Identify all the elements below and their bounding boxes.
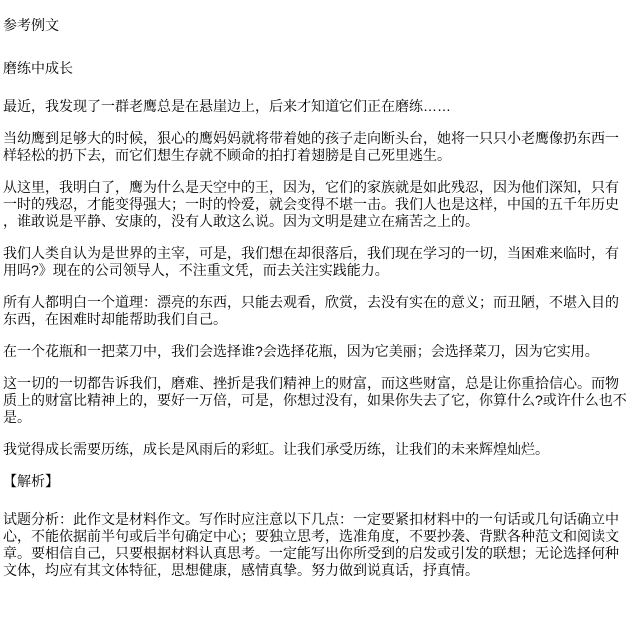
essay-paragraph-8: 我觉得成长需要历练，成长是风雨后的彩虹。让我们承受历练，让我们的未来辉煌灿烂。 <box>3 441 549 457</box>
essay-paragraph-6: 在一个花瓶和一把菜刀中，我们会选择谁?会选择花瓶，因为它美丽；会选择菜刀，因为它实用。 <box>3 343 599 359</box>
essay-paragraph-7: 这一切的一切都告诉我们，磨难、挫折是我们精神上的财富，而这些财富，总是让你重拾信心。而物质上的财富比精神上的，要好一万倍，可是，你想过没有，如果你失去了它，你算什么?或许什么也不是。 <box>3 375 627 425</box>
essay-paragraph-2: 当幼鹰到足够大的时候，狠心的鹰妈妈就将带着她的孩子走向断头台，她将一只只小老鹰像扔东西一样轻松的扔下去，而它们想生存就不顾命的拍打着翅膀是自己死里逃生。 <box>3 130 619 163</box>
essay-paragraph-1: 最近，我发现了一群老鹰总是在悬崖边上，后来才知道它们正在磨练…… <box>3 98 451 114</box>
essay-paragraph-3: 从这里，我明白了，鹰为什么是天空中的王，因为，它们的家族就是如此残忍，因为他们深知，只有一时的残忍，才能变得强大；一时的怜爱，就会变得不堪一击。我们人也是这样，中国的五千年历史，谁敢说是平静、安康的，没有人敢这么说。因为文明是建立在痛苦之上的。 <box>3 179 619 229</box>
analysis-label: 【解析】 <box>3 473 59 489</box>
essay-paragraph-5: 所有人都明白一个道理：漂亮的东西，只能去观看，欣赏，去没有实在的意义；而丑陋，不堪入目的东西，在困难时却能帮助我们自己。 <box>3 294 619 327</box>
essay-paragraph-4: 我们人类自认为是世界的主宰，可是，我们想在却很落后，我们现在学习的一切，当困难来临时，有用吗?》现在的公司领导人，不注重文凭，而去关注实践能力。 <box>3 245 619 278</box>
analysis-paragraph: 试题分析：此作文是材料作文。写作时应注意以下几点：一定要紧扣材料中的一句话或几句话确立中心，不能依据前半句或后半句确定中心；要独立思考，选准角度，不要抄袭、背默各种范文和阅读文章。要相信自己，只要根据材料认真思考。一定能写出你所受到的启发或引发的联想；无论选择何种文体，均应有其文体特征，思想健康，感情真挚。努力做到说真话，抒真情。 <box>3 511 619 578</box>
document-heading: 参考例文 <box>3 17 59 33</box>
essay-title: 磨练中成长 <box>3 60 73 76</box>
